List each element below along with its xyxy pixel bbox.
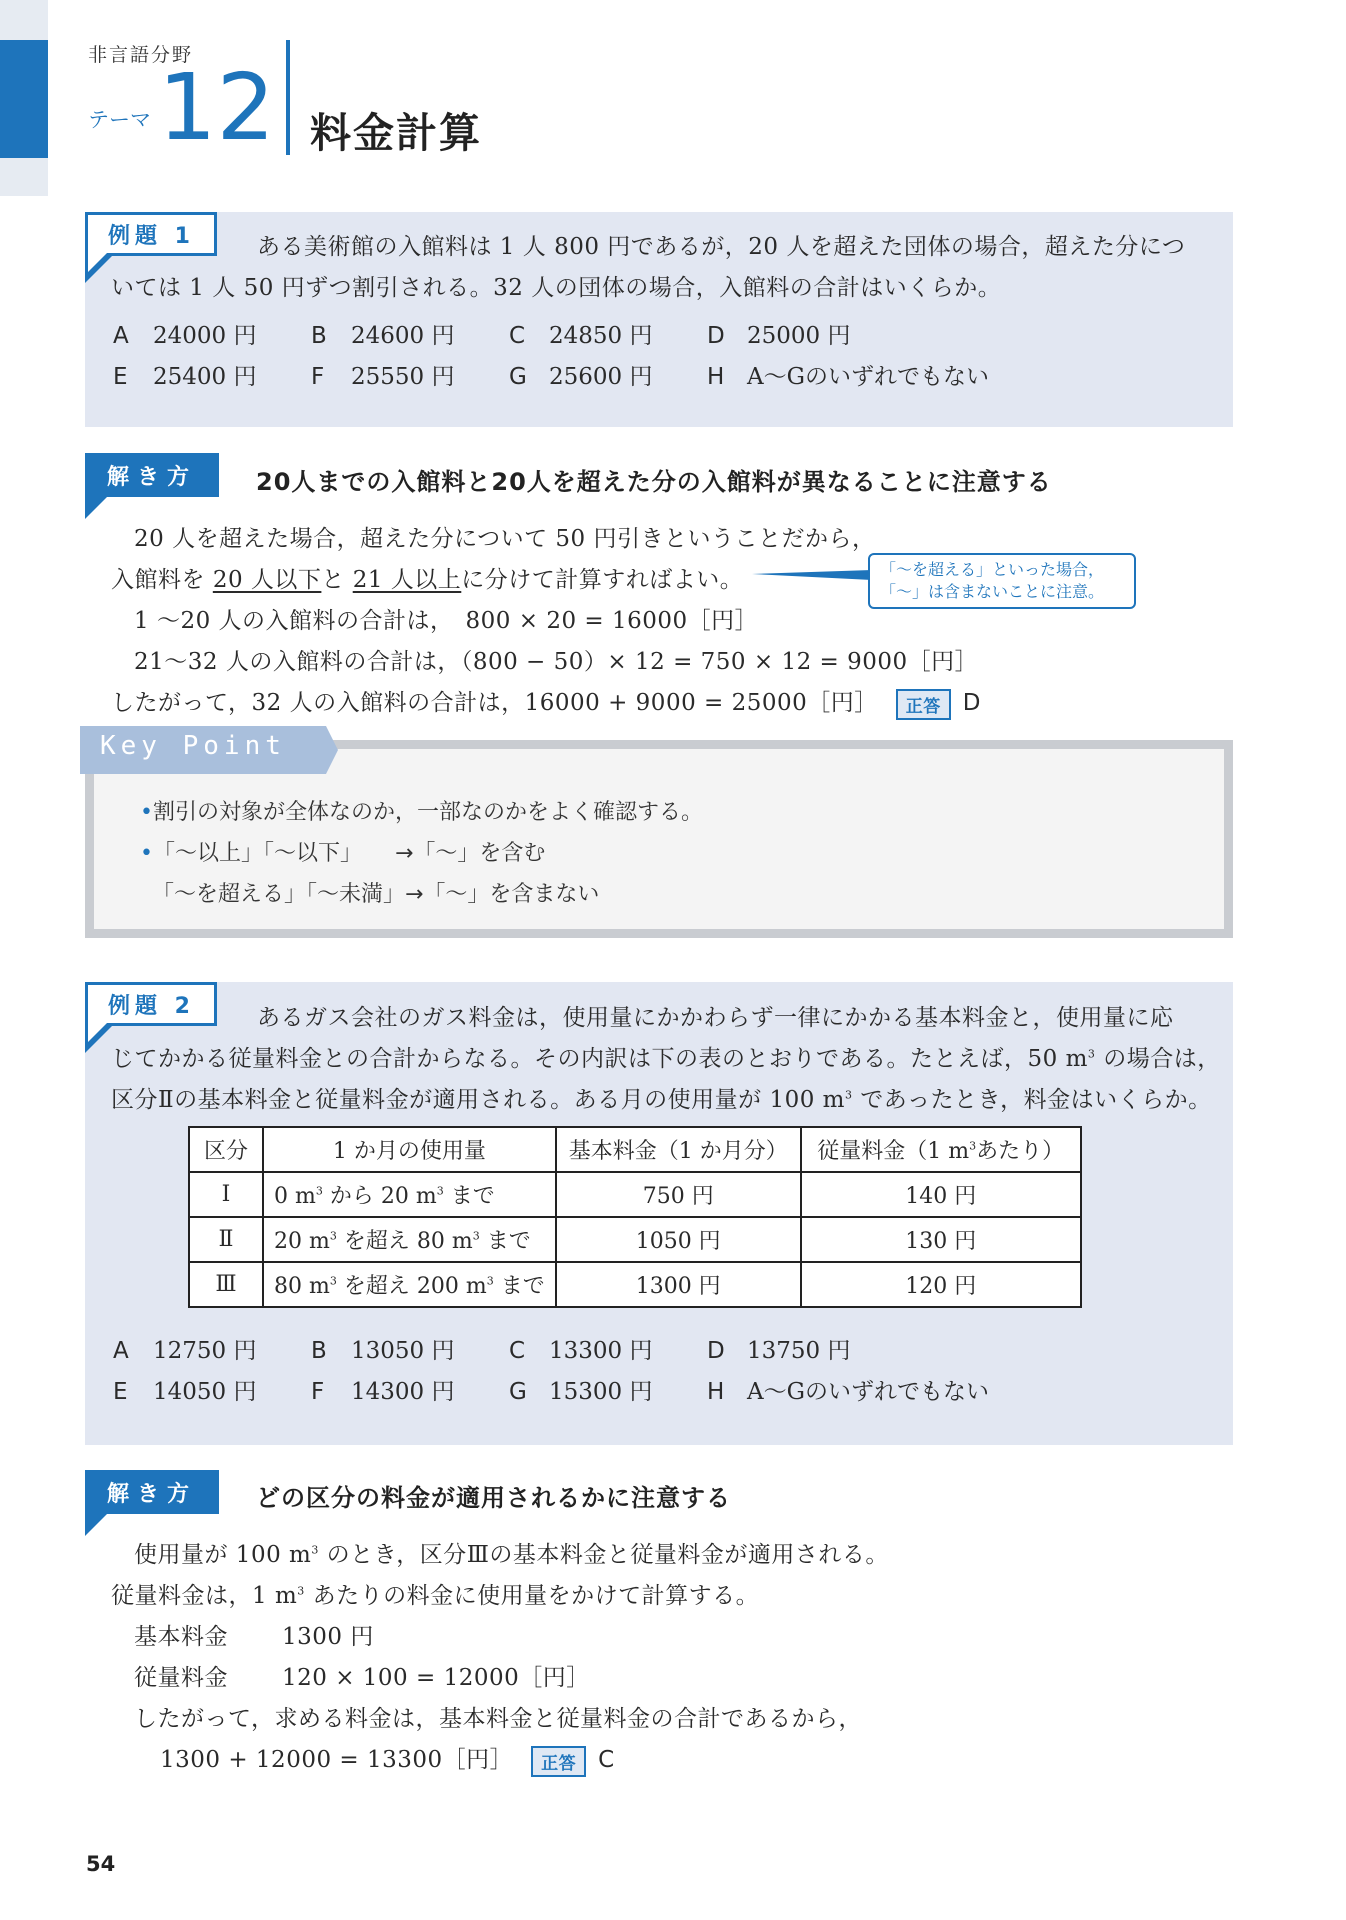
keypoint-line2: •「～以上」「～以下」 →「～」を含む <box>140 841 546 866</box>
keypoint-title: Key Point <box>100 731 286 761</box>
solution2-tag: 解き方 <box>85 1470 219 1514</box>
page-title: 料金計算 <box>310 109 482 157</box>
table-header-row <box>189 1127 1081 1172</box>
example1-question-line2: いては 1 人 50 円ずつ割引される。32 人の団体の場合，入館料の合計はいくらか。 <box>111 275 1002 301</box>
example2-question-line3: 区分Ⅱの基本料金と従量料金が適用される。ある月の使用量が 100 $m^3$ であったとき，料金はいくらか。 <box>111 1087 1212 1113</box>
example1-box <box>85 212 1233 427</box>
answer-value: D <box>962 690 981 716</box>
solution1-line2: 入館料を 20 人以下と 21 人以上に分けて計算すればよい。 <box>111 567 744 593</box>
example1-choice: B 24600 円 <box>311 323 455 349</box>
solution2-unit-label: 従量料金 <box>134 1665 228 1691</box>
solution1-tag: 解き方 <box>85 453 219 497</box>
header-side-bar <box>0 40 48 158</box>
example2-tag: 例題 2 <box>85 982 217 1026</box>
table-cell: Ⅰ <box>189 1172 263 1217</box>
rate-table <box>188 1126 1082 1308</box>
solution2-line1: 使用量が 100 $m^3$ のとき，区分Ⅲの基本料金と従量料金が適用される。 <box>134 1542 889 1568</box>
solution2-unit-value: 120 × 100 = 12000［円］ <box>282 1665 590 1691</box>
table-cell: 1050 円 <box>556 1217 801 1262</box>
solution1-tag-tail <box>85 495 109 519</box>
table-cell: 0 $m^3$ から 20 $m^3$ まで <box>263 1172 556 1217</box>
example1-tag: 例題 1 <box>85 212 217 256</box>
example2-choice: G 15300 円 <box>509 1379 653 1405</box>
example1-choice: E 25400 円 <box>113 364 257 390</box>
solution2-base-value: 1300 円 <box>282 1624 374 1650</box>
example2-choice: H A～Gのいずれでもない <box>707 1379 989 1405</box>
table-cell: 120 円 <box>801 1262 1081 1307</box>
table-cell: 1300 円 <box>556 1262 801 1307</box>
table-cell: 80 $m^3$ を超え 200 $m^3$ まで <box>263 1262 556 1307</box>
field-label: 非言語分野 <box>88 44 194 66</box>
theme-number: 12 <box>158 54 276 161</box>
answer-value: C <box>598 1747 615 1773</box>
answer-badge: 正答 <box>531 1746 586 1777</box>
example2-choice: E 14050 円 <box>113 1379 257 1405</box>
example2-choice: D 13750 円 <box>707 1338 851 1364</box>
solution1-line4: 21～32 人の入館料の合計は，（800 − 50）× 12 = 750 × 12 = 9000［円］ <box>134 649 979 675</box>
solution1-line1: 20 人を超えた場合，超えた分について 50 円引きということだから， <box>134 526 876 552</box>
example1-choice: G 25600 円 <box>509 364 653 390</box>
keypoint-line1: •割引の対象が全体なのか，一部なのかをよく確認する。 <box>140 800 703 825</box>
example1-choice: F 25550 円 <box>311 364 455 390</box>
table-row <box>189 1172 1081 1217</box>
table-cell: 20 $m^3$ を超え 80 $m^3$ まで <box>263 1217 556 1262</box>
page-number: 54 <box>86 1852 116 1876</box>
example1-choice: D 25000 円 <box>707 323 851 349</box>
solution2-base-label: 基本料金 <box>134 1624 228 1650</box>
header-divider <box>286 40 290 155</box>
table-header-cell: 1 か月の使用量 <box>263 1127 556 1172</box>
example1-choice: C 24850 円 <box>509 323 653 349</box>
solution1-line3: 1 ～20 人の入館料の合計は， 800 × 20 = 16000［円］ <box>134 608 759 634</box>
table-row <box>189 1262 1081 1307</box>
example1-question-line1: ある美術館の入館料は 1 人 800 円であるが，20 人を超えた団体の場合，超えた分につ <box>257 234 1186 260</box>
example2-choice: A 12750 円 <box>113 1338 257 1364</box>
table-cell: 140 円 <box>801 1172 1081 1217</box>
example2-choice: C 13300 円 <box>509 1338 653 1364</box>
theme-label: テーマ <box>88 108 151 132</box>
solution2-line2: 従量料金は，1 $m^3$ あたりの料金に使用量をかけて計算する。 <box>111 1583 760 1609</box>
example1-choice: A 24000 円 <box>113 323 257 349</box>
table-cell: 130 円 <box>801 1217 1081 1262</box>
example1-choice: H A～Gのいずれでもない <box>707 364 989 390</box>
table-cell: Ⅱ <box>189 1217 263 1262</box>
solution2-tag-tail <box>85 1512 109 1536</box>
keypoint-line3: 「～を超える」「～未満」→「～」を含まない <box>152 882 600 907</box>
callout-note: 「～を超える」といった場合， 「～」は含まないことに注意。 <box>868 553 1136 609</box>
callout-pointer <box>752 566 872 590</box>
example2-question-line2: じてかかる従量料金との合計からなる。その内訳は下の表のとおりである。たとえば，50 $m^3$ の場合は， <box>111 1046 1221 1072</box>
solution1-heading: 20人までの入館料と20人を超えた分の入館料が異なることに注意する <box>256 468 1052 496</box>
table-header-cell: 基本料金（1 か月分） <box>556 1127 801 1172</box>
example2-choice: B 13050 円 <box>311 1338 455 1364</box>
example2-question-line1: あるガス会社のガス料金は，使用量にかかわらず一律にかかる基本料金と，使用量に応 <box>257 1005 1174 1031</box>
table-cell: Ⅲ <box>189 1262 263 1307</box>
solution2-heading: どの区分の料金が適用されるかに注意する <box>256 1484 731 1512</box>
table-header-cell: 区分 <box>189 1127 263 1172</box>
solution2-line6: 1300 + 12000 = 13300［円］ 正答 C <box>160 1741 615 1777</box>
table-row <box>189 1217 1081 1262</box>
answer-badge: 正答 <box>896 689 951 720</box>
table-header-cell: 従量料金（1 $m^3$あたり） <box>801 1127 1081 1172</box>
example2-choice: F 14300 円 <box>311 1379 455 1405</box>
solution2-line5: したがって，求める料金は，基本料金と従量料金の合計であるから， <box>134 1706 863 1732</box>
table-cell: 750 円 <box>556 1172 801 1217</box>
solution1-line5: したがって，32 人の入館料の合計は，16000 + 9000 = 25000［円］ 正答 D <box>111 684 981 720</box>
